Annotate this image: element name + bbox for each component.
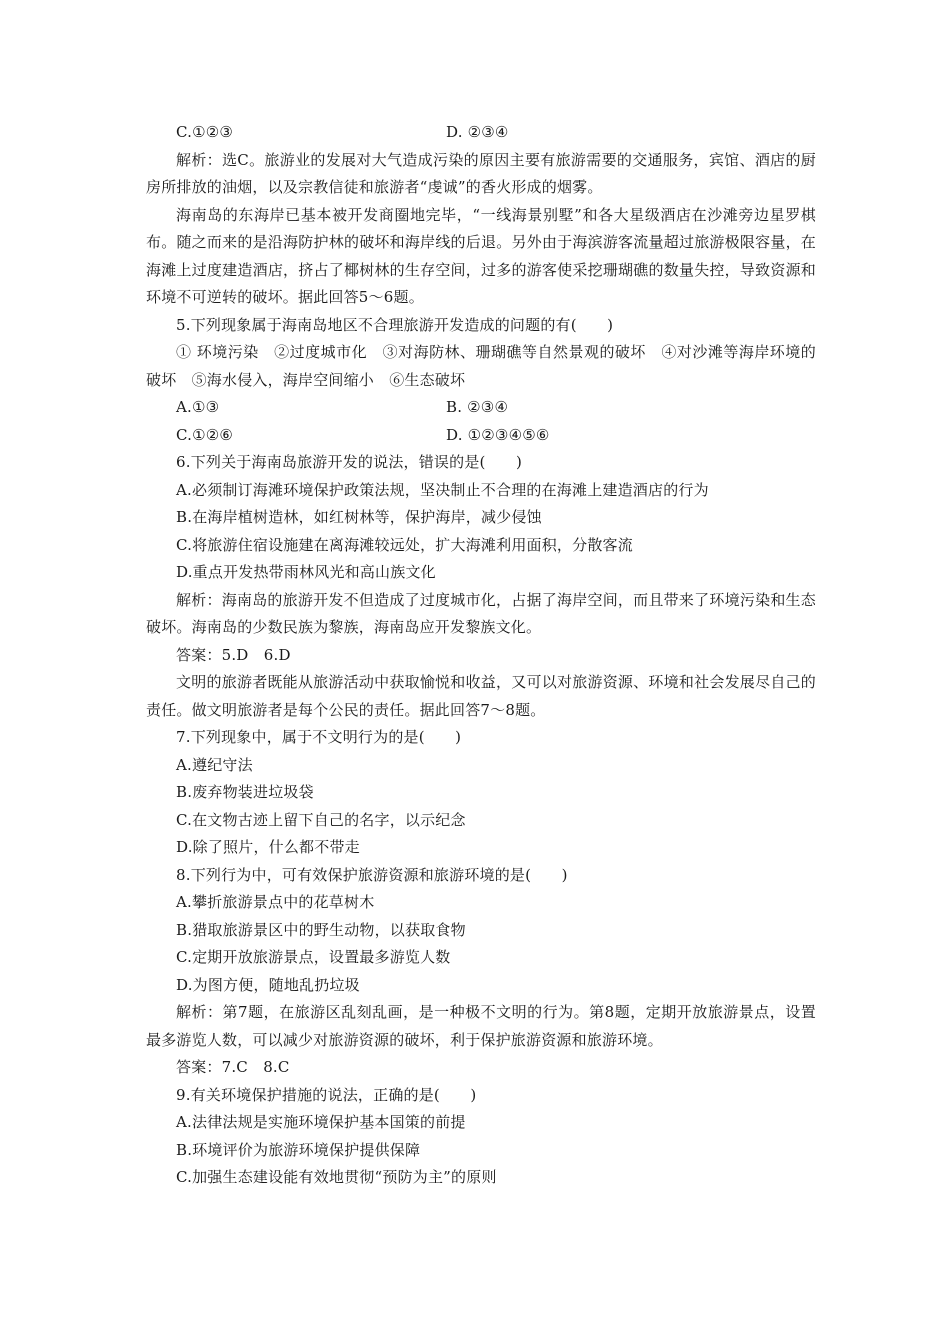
option-c: C.①②⑥	[176, 425, 234, 444]
answer-line: 答案：7.C 8.C	[176, 1058, 290, 1076]
question-6: 6.下列关于海南岛旅游开发的说法，错误的是( )	[176, 453, 523, 471]
analysis-paragraph: 解析：第7题，在旅游区乱刻乱画，是一种极不文明的行为。第8题，定期开放旅游景点，设置最多游览人数，可以减少对旅游资源的破坏，利于保护旅游资源和旅游环境。	[146, 1003, 816, 1049]
option-b: B.废弃物装进垃圾袋	[176, 783, 314, 801]
option-a: A.遵纪守法	[176, 755, 253, 774]
option-b: B.在海岸植树造林，如红树林等，保护海岸，减少侵蚀	[176, 508, 542, 526]
option-d: D. ①②③④⑤⑥	[446, 425, 550, 444]
option-b: B.环境评价为旅游环境保护提供保障	[176, 1140, 421, 1159]
option-a: A.攀折旅游景点中的花草树木	[176, 893, 375, 911]
context-paragraph: 海南岛的东海岸已基本被开发商圈地完毕，“一线海景别墅”和各大星级酒店在沙滩旁边星罗棋布。随之而来的是沿海防护林的破坏和海岸线的后退。另外由于海滨游客流量超过旅游极限容量，在海滩上过度建造酒店，挤占了椰树林的生存空间，过多的游客使采挖珊瑚礁的数量失控，导致资源和环境不可逆转的破坏。据此回答5～6题。	[146, 205, 816, 306]
question-8: 8.下列行为中，可有效保护旅游资源和旅游环境的是( )	[176, 865, 568, 884]
analysis-paragraph: 解析：海南岛的旅游开发不但造成了过度城市化，占据了海岸空间，而且带来了环境污染和生态破坏。海南岛的少数民族为黎族，海南岛应开发黎族文化。	[146, 590, 816, 636]
question-9: 9.有关环境保护措施的说法，正确的是( )	[176, 1085, 477, 1104]
option-b: B.猎取旅游景区中的野生动物，以获取食物	[176, 920, 466, 939]
context-paragraph: 文明的旅游者既能从旅游活动中获取愉悦和收益，又可以对旅游资源、环境和社会发展尽自己的责任。做文明旅游者是每个公民的责任。据此回答7～8题。	[146, 673, 816, 719]
answer-line: 答案：5.D 6.D	[176, 645, 291, 664]
option-a: A.①③	[176, 398, 220, 416]
option-c: C.定期开放旅游景点，设置最多游览人数	[176, 948, 451, 966]
option-d: D.除了照片，什么都不带走	[176, 838, 360, 856]
option-b: B. ②③④	[446, 398, 509, 416]
option-d: D. ②③④	[446, 123, 509, 141]
option-d: D.重点开发热带雨林风光和高山族文化	[176, 563, 436, 581]
analysis-paragraph: 解析：选C。旅游业的发展对大气造成污染的原因主要有旅游需要的交通服务，宾馆、酒店的厨房所排放的油烟，以及宗教信徒和旅游者“虔诚”的香火形成的烟雾。	[146, 150, 816, 196]
options-row	[146, 119, 816, 147]
document-page	[146, 119, 816, 1192]
option-a: A.必须制订海滩环境保护政策法规，坚决制止不合理的在海滩上建造酒店的行为	[176, 480, 709, 499]
question-7: 7.下列现象中，属于不文明行为的是( )	[176, 728, 462, 746]
option-c: C.加强生态建设能有效地贯彻“预防为主”的原则	[176, 1168, 497, 1186]
option-c: C.将旅游住宿设施建在离海滩较远处，扩大海滩利用面积，分散客流	[176, 535, 633, 554]
option-c: C.①②③	[176, 123, 234, 141]
options-row	[146, 394, 816, 422]
option-a: A.法律法规是实施环境保护基本国策的前提	[176, 1113, 466, 1131]
question-5-items: ① 环境污染 ②过度城市化 ③对海防林、珊瑚礁等自然景观的破坏 ④对沙滩等海岸环境的破坏 ⑤海水侵入，海岸空间缩小 ⑥生态破坏	[146, 343, 816, 389]
option-d: D.为图方便，随地乱扔垃圾	[176, 975, 360, 994]
options-row	[146, 422, 816, 450]
option-c: C.在文物古迹上留下自己的名字，以示纪念	[176, 810, 466, 829]
question-5: 5.下列现象属于海南岛地区不合理旅游开发造成的问题的有( )	[176, 315, 614, 334]
